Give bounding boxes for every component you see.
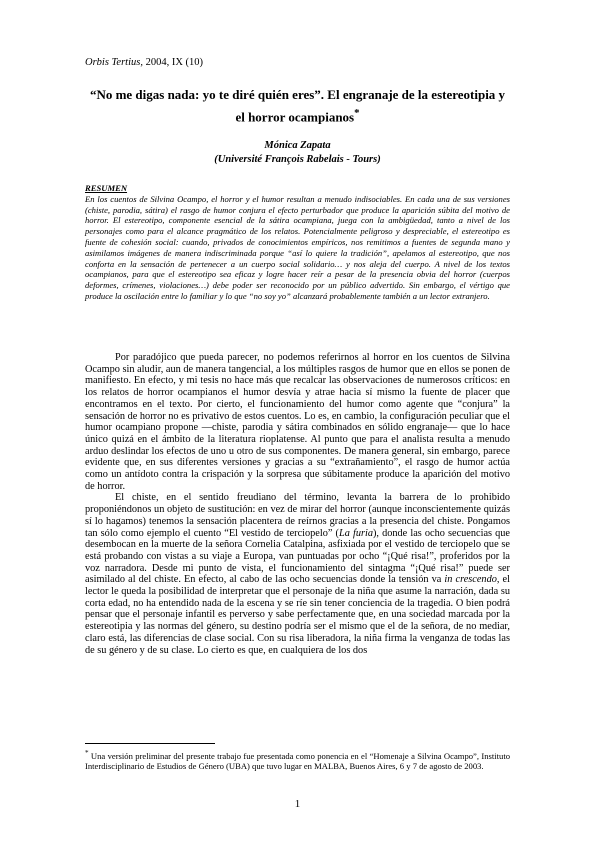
abstract-heading: RESUMEN	[85, 183, 128, 193]
footnote	[85, 748, 510, 772]
abstract-text: En los cuentos de Silvina Ocampo, el horror y el humor resultan a menudo indisociables. En cada una de sus versiones (chiste, parodia, sátira) el rasgo de humor conjura el efecto perturbador que produce la aparición súbita del motivo de horror. El estereotipo, componente esencial de la sátira ocampiana, juega con la ambigüedad, tanto a nivel de los personajes como para el alcance pragmático de los relatos. Potencialmente peligroso y despreciable, el estereotipo es fuente de cohesión social: cuando, privados de conocimientos empíricos, nos remitimos a fuentes de segunda mano y asimilamos imágenes de manera indiscriminada porque “así lo quiere la tradición”, apelamos al estereotipo, que nos conforta en la sensación de pertenecer a un cuerpo social solidario… y nos aleja del cuerpo. A nivel de los textos ocampianos, para que el estereotipo sea eficaz y logre hacer reír a pesar de la presencia obvia del horror (cuerpos deformes, crímenes, violaciones…) debe poder ser reconocido por un público advertido. Sin embargo, el vértigo que produce la oscilación entre lo familiar y lo que “no soy yo” alcanzará probablemente también a un lector extranjero.	[85, 193, 510, 301]
p2-italic-title: La furia	[338, 527, 373, 539]
p2-segment: ), donde las ocho secuencias que desembocan en la muerte de la señora Cornelia Catalpina, asfixiada por el vestido de terciopelo que se está probando con vistas a su viaje a Europa, van puntuadas por ocho “¡Qué risa!”, proferidos por la voz narradora. Desde mi punto de vista, el funcionamiento del sintagma “¡Qué risa!” puede ser asimilado al del chiste. En efecto, al cabo de las ocho secuencias donde la tensión va	[85, 527, 510, 586]
author-affiliation: (Université François Rabelais - Tours)	[214, 154, 381, 165]
p2-segment: , el lector le queda la posibilidad de interpretar que el personaje de la niña que asume la narración, dada su corta edad, no ha entendido nada de la escena y se ríe sin tener conciencia de la tragedia. O bien podrá pensar que el personaje infantil es perverso y sabe perfectamente que, en una sociedad marcada por la estereotipia y las normas del género, su destino podría ser el mismo que el de la señora, de no mediar, claro está, las diferencias de clase social. Con su risa liberadora, la niña firma la venganza de todas las de su género y de su clase. Lo cierto es que, en cualquiera de los dos	[85, 574, 510, 656]
paragraph-1: Por paradójico que pueda parecer, no podemos referirnos al horror en los cuentos de Silvina Ocampo sin aludir, aun de manera tangencial, a los múltiples rasgos de humor que en ellos se ponen de manifiesto. En efecto, y mi tesis no hace más que recalcar las observaciones de numerosos críticos: en los relatos de horror ocampianos el humor desvía y atrae hacia sí mismo la fuente de placer que encontramos en el texto. Por cierto, el funcionamiento del humor como agente que “conjura” la sensación de horror no es privativo de estos cuentos. Lo es, en cambio, la configuración peculiar que el humor ocampiano propone —chiste, parodia y sátira combinados en sólido engranaje— que lo hace único quizá en el ámbito de la literatura rioplatense. Al punto que para el analista resulta a menudo arduo deslindar los efectos de uno u otro de sus componentes. De manera general, sin embargo, parece evidente que, en sus diferentes versiones y gracias a su “extrañamiento”, el rasgo de humor actúa como un antídoto contra la crispación y la sorpresa que súbitamente produce la aparición del motivo de horror.	[85, 352, 510, 492]
title-footnote-mark: *	[354, 107, 360, 119]
footnote-text: Una versión preliminar del presente trabajo fue presentada como ponencia en el “Homenaje a Silvina Ocampo”, Instituto Interdisciplinario de Estudios de Género (UBA) que tuvo lugar en MALBA, Buenos Aires, 6 y 7 de agosto de 2003.	[85, 750, 510, 772]
article-title	[85, 86, 510, 126]
p2-italic-phrase: in crescendo	[444, 574, 497, 586]
footnote-divider	[85, 743, 215, 744]
body-text	[85, 352, 510, 656]
p2-segment: El chiste, en el sentido freudiano del término, levanta la barrera de lo prohibido proponiéndonos un objeto de sustitución: en vez de mirar del horror (aunque inconscientemente quizás sí lo hagamos) tenemos la sensación placentera de reírnos gracias a la presencia del chiste. Pongamos tan sólo como ejemplo el cuento “El vestido de terciopelo” (	[85, 492, 510, 539]
page-number: 1	[294, 798, 301, 810]
author-block	[85, 139, 510, 167]
journal-name: Orbis Tertius,	[85, 57, 143, 68]
journal-citation	[85, 57, 203, 68]
abstract	[85, 183, 510, 302]
title-text: “No me digas nada: yo te diré quién eres”. El engranaje de la estereotipia y el horror ocampianos	[89, 87, 506, 125]
footnote-mark: *	[85, 749, 89, 757]
journal-issue: 2004, IX (10)	[142, 57, 204, 68]
author-name: Mónica Zapata	[264, 140, 331, 151]
paragraph-2	[85, 492, 510, 656]
